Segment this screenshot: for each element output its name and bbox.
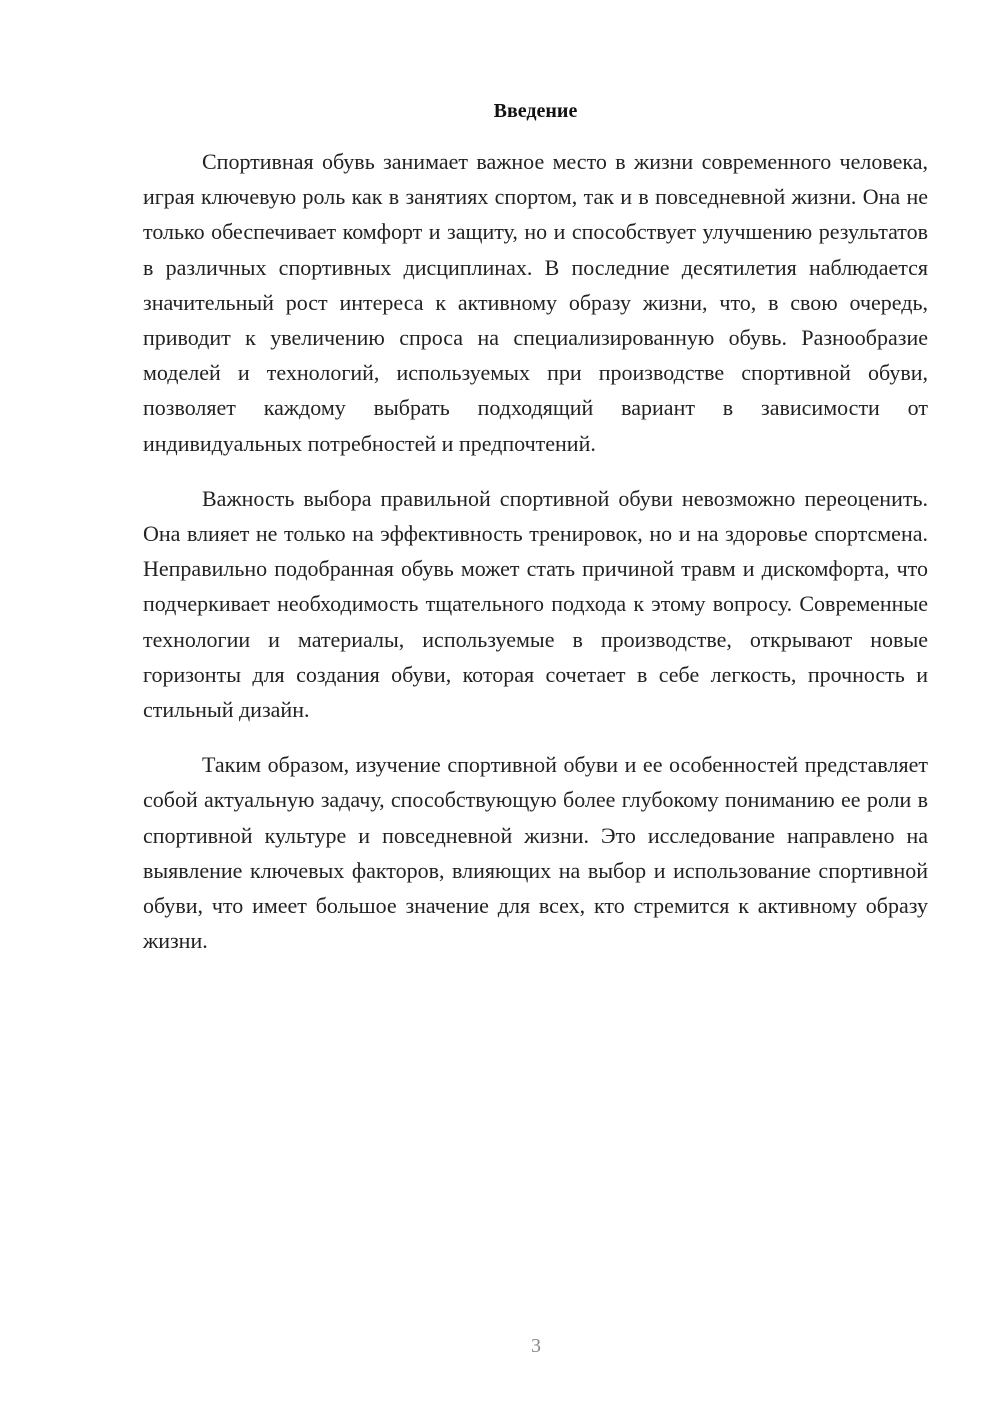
paragraph-3: Таким образом, изучение спортивной обуви и ее особенностей представляет собой актуальную задачу, способствующую более глубокому пониманию ее роли в спортивной культуре и повседневной жизни. Это исследование направлено на выявление ключевых факторов, влияющих на выбор и использование спортивной обуви, что имеет большое значение для всех, кто стремится к активному образу жизни. [143, 752, 928, 954]
paragraph-2: Важность выбора правильной спортивной обуви невозможно переоценить. Она влияет не только на эффективность тренировок, но и на здоровье спортсмена. Неправильно подобранная обувь может стать причиной травм и дискомфорта, что подчеркивает необходимость тщательного подхода к этому вопросу. Современные технологии и материалы, используемые в производстве, открывают новые горизонты для создания обуви, которая сочетает в себе легкость, прочность и стильный дизайн. [143, 485, 928, 723]
document-body [143, 96, 928, 958]
section-heading: Введение [493, 100, 578, 122]
page-number: 3 [531, 1335, 541, 1357]
paragraph-1: Спортивная обувь занимает важное место в жизни современного человека, играя ключевую роль как в занятиях спортом, так и в повседневной жизни. Она не только обеспечивает комфорт и защиту, но и способствует улучшению результатов в различных спортивных дисциплинах. В последние десятилетия наблюдается значительный рост интереса к активному образу жизни, что, в свою очередь, приводит к увеличению спроса на специализированную обувь. Разнообразие моделей и технологий, используемых при производстве спортивной обуви, позволяет каждому выбрать подходящий вариант в зависимости от индивидуальных потребностей и предпочтений. [143, 149, 928, 456]
